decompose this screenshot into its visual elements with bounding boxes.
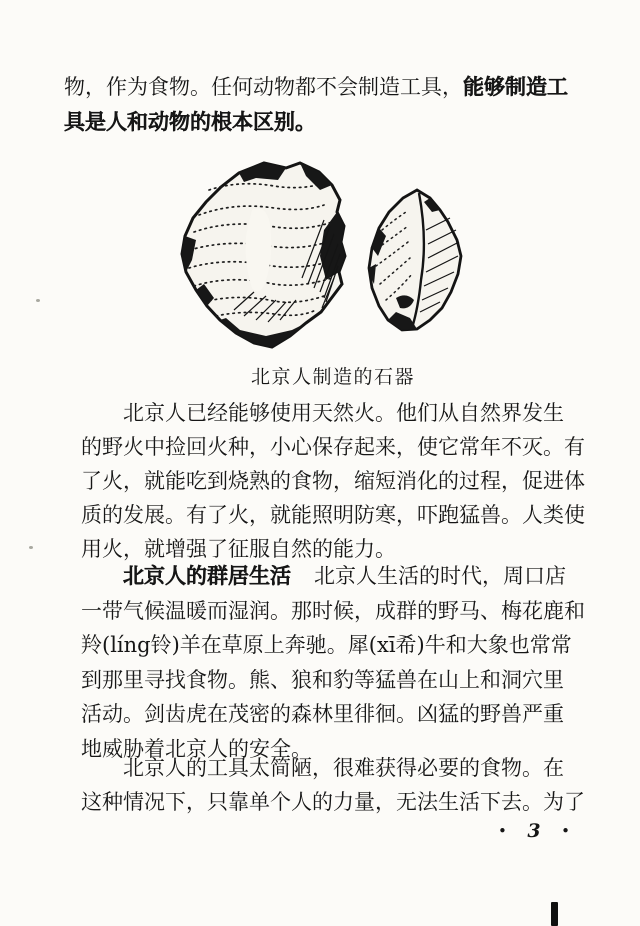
- text-line: 羚(líng铃)羊在草原上奔驰。犀(xī希)牛和大象也常常: [81, 633, 572, 658]
- text-segment: 北京人生活的时代，周口店: [293, 564, 566, 588]
- paragraph-intro: [64, 69, 568, 139]
- text-line: 北京人的工具太简陋，很难获得必要的食物。在: [123, 756, 564, 780]
- section-heading: 北京人的群居生活: [123, 563, 291, 588]
- text-line: 北京人已经能够使用天然火。他们从自然界发生: [123, 401, 564, 425]
- paragraph-fire-use: [81, 396, 585, 566]
- page-number-value: 3: [527, 820, 541, 842]
- text-line: 用火，就增强了征服自然的能力。: [81, 537, 396, 561]
- text-segment-bold: 能够制造工: [463, 74, 568, 99]
- small-stone-tool: [369, 190, 461, 330]
- text-line: 的野火中捡回火种，小心保存起来，使它常年不灭。有: [81, 435, 585, 459]
- text-line: 这种情况下，只靠单个人的力量，无法生活下去。为了: [81, 790, 585, 814]
- paragraph-tools: [81, 751, 585, 819]
- text-line: 到那里寻找食物。熊、狼和豹等猛兽在山上和洞穴里: [81, 667, 564, 692]
- page-number-dot-right: •: [561, 822, 570, 840]
- large-stone-tool: [182, 163, 345, 347]
- stone-tools-illustration: [174, 160, 466, 354]
- text-line: 地威胁着北京人的安全。: [81, 736, 312, 761]
- paragraph-group-life: [81, 559, 585, 767]
- page-number-dot-left: •: [498, 822, 507, 840]
- scan-speck: [36, 299, 40, 302]
- page-number: [498, 818, 570, 844]
- scan-artifact-bar: [551, 902, 558, 926]
- figure-stone-tools: [174, 160, 466, 354]
- text-line: 活动。剑齿虎在茂密的森林里徘徊。凶猛的野兽严重: [81, 702, 564, 727]
- text-segment: 物，作为食物。任何动物都不会制造工具，: [64, 75, 463, 99]
- text-line-bold: 具是人和动物的根本区别。: [64, 109, 316, 134]
- text-line: [81, 559, 564, 594]
- text-line: [64, 69, 568, 104]
- figure-caption: 北京人制造的石器: [250, 366, 415, 388]
- text-line: 一带气候温暖而湿润。那时候，成群的野马、梅花鹿和: [81, 598, 585, 623]
- text-line: 了火，就能吃到烧熟的食物，缩短消化的过程，促进体: [81, 469, 585, 493]
- text-line: 质的发展。有了火，就能照明防寒，吓跑猛兽。人类使: [81, 503, 585, 527]
- scan-speck: [29, 546, 33, 549]
